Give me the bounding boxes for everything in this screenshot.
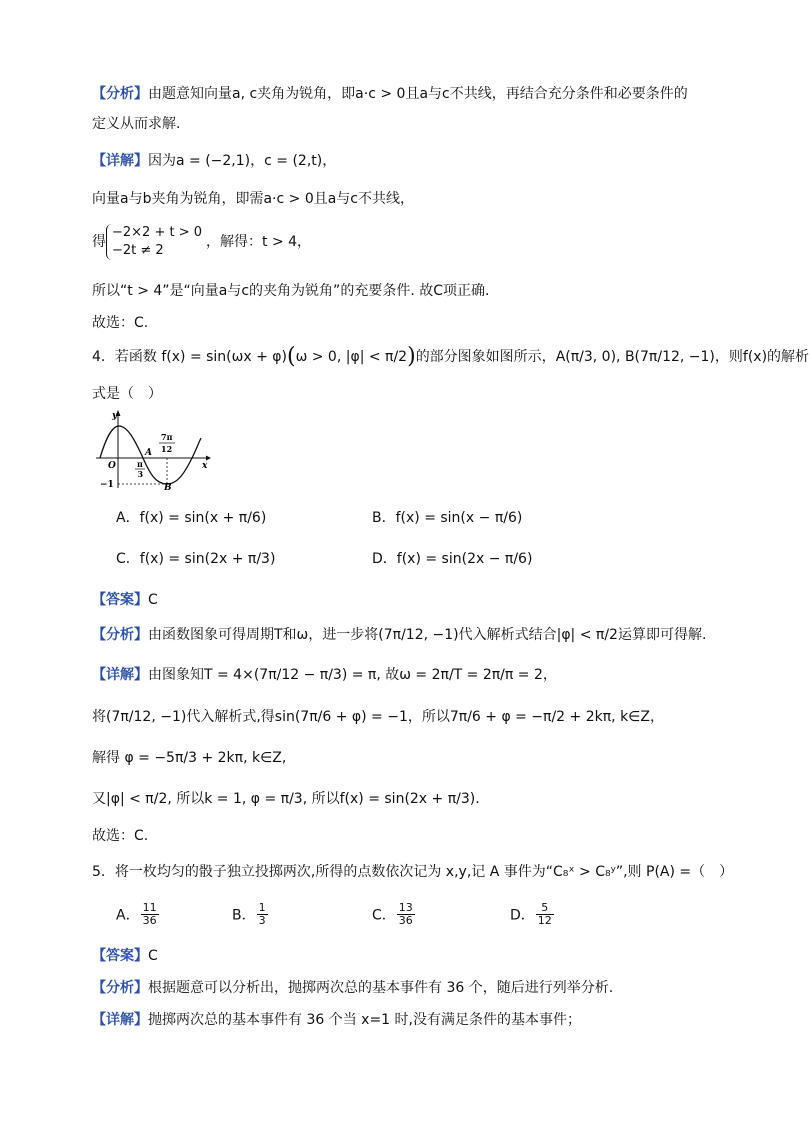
q4-option-b[interactable]: B．f(x) = sin(x − π/6)	[372, 510, 523, 526]
q4-option-c[interactable]: C．f(x) = sin(2x + π/3)	[116, 551, 276, 567]
origin-label: O	[108, 461, 116, 471]
q5-answer: 【答案】C	[92, 948, 158, 964]
q3-analysis-line-2: 定义从而求解.	[92, 116, 181, 132]
tick-7pi12-den: 12	[161, 444, 173, 454]
y-label: y	[112, 411, 118, 421]
q5-option-a[interactable]: A． $\frac{11}{36}$	[116, 901, 157, 927]
tick-pi3-num: π	[137, 459, 143, 469]
q4-analysis: 【分析】由函数图象可得周期T和ω，进一步将(7π/12, −1)代入解析式结合|φ| < π/2运算即可得解.	[92, 627, 707, 643]
q3-detail-line-2: 向量a与b夹角为锐角，即需a·c > 0且a与c不共线，	[92, 191, 415, 207]
q3-detail-line-3: 得 −2×2 + t > 0 −2t ≠ 2 ，解得：t > 4，	[92, 225, 312, 258]
q3-detail-line-4: 所以“t > 4”是“向量a与c的夹角为锐角”的充要条件. 故C项正确.	[92, 283, 490, 299]
q5-option-b[interactable]: B． $\frac{1}{3}$	[232, 901, 266, 927]
q4-choice: 故选：C.	[92, 828, 149, 844]
fraction: $\frac{1}{3}$	[258, 901, 266, 927]
q4-function-graph	[92, 408, 212, 493]
q4-stem-line-1: 4．若函数 f(x) = sin(ωx + φ)(ω > 0, |φ| < π/2)的部分图象如图所示，A(π/3, 0), B(7π/12, −1)，则f(x)的解析	[92, 344, 809, 369]
q4-detail-line-4: 又|φ| < π/2, 所以k = 1, φ = π/3, 所以f(x) = sin(2x + π/3).	[92, 791, 480, 807]
equation-system: −2×2 + t > 0 −2t ≠ 2	[106, 224, 202, 260]
minus-one-label: −1	[100, 480, 114, 490]
q5-detail: 【详解】抛掷两次总的基本事件有 36 个当 x=1 时,没有满足条件的基本事件；	[92, 1012, 581, 1028]
tick-pi3-den: 3	[137, 469, 144, 479]
q4-detail-line-1: 【详解】由图象知T = 4×(7π/12 − π/3) = π, 故ω = 2π/T = 2π/π = 2，	[92, 667, 557, 683]
q4-detail-line-2: 将(7π/12, −1)代入解析式,得sin(7π/6 + φ) = −1，所以7π/6 + φ = −π/2 + 2kπ, k∈Z，	[92, 709, 664, 725]
tick-7pi12-num: 7π	[161, 432, 173, 442]
q4-answer: 【答案】C	[92, 592, 158, 608]
q3-choice: 故选：C.	[92, 315, 149, 331]
point-b-label: B	[164, 483, 172, 493]
fraction: $\frac{13}{36}$	[398, 901, 413, 927]
q5-option-c[interactable]: C． $\frac{13}{36}$	[372, 901, 413, 927]
x-axis-arrow	[206, 456, 211, 461]
q5-analysis: 【分析】根据题意可以分析出，抛掷两次总的基本事件有 36 个，随后进行列举分析.	[92, 980, 614, 996]
x-label: x	[202, 461, 208, 471]
q4-stem-line-2: 式是（ ）	[92, 386, 162, 402]
fraction: $\frac{5}{12}$	[537, 901, 552, 927]
analysis-label: 【分析】	[92, 86, 148, 102]
fraction: $\frac{11}{36}$	[142, 901, 157, 927]
q3-analysis-line-1: 【分析】由题意知向量a, c夹角为锐角，即a·c > 0且a与c不共线，再结合充分条件和必要条件的	[92, 86, 688, 102]
q3-detail-line-1: 【详解】因为a = (−2,1)，c = (2,t)，	[92, 153, 337, 169]
q5-option-d[interactable]: D． $\frac{5}{12}$	[510, 901, 552, 927]
q4-option-a[interactable]: A．f(x) = sin(x + π/6)	[116, 510, 267, 526]
point-a-label: A	[145, 448, 152, 458]
q4-detail-line-3: 解得 φ = −5π/3 + 2kπ, k∈Z,	[92, 750, 287, 766]
q5-stem: 5．将一枚均匀的骰子独立投掷两次,所得的点数依次记为 x,y,记 A 事件为“C₈ˣ > C₈ʸ”,则 P(A) =（ ）	[92, 864, 734, 880]
q4-option-d[interactable]: D．f(x) = sin(2x − π/6)	[372, 551, 533, 567]
